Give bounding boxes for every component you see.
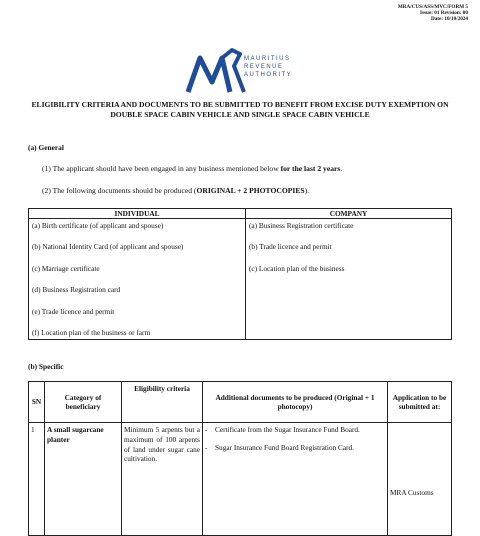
- row-doc-2: Sugar Insurance Fund Board Registration Card.: [215, 442, 355, 452]
- general-point-1-bold: for the last 2 years: [280, 164, 341, 173]
- section-general-heading: (a) General: [28, 143, 64, 152]
- company-header: COMPANY: [246, 209, 452, 219]
- general-point-2-bold: ORIGINAL + 2 PHOTOCOPIES: [196, 186, 305, 195]
- issue-revision: Issue: 01 Revision: 00: [420, 10, 468, 17]
- document-title: ELIGIBILITY CRITERIA AND DOCUMENTS TO BE SUBMITTED TO BENEFIT FROM EXCISE DUTY EXEMPTION ON DOUBLE SPACE CABIN VEHICLE AND SINGLE SPACE CABIN VEHICLE: [31, 100, 449, 120]
- row-application: MRA Customs: [388, 423, 452, 536]
- mra-logo: [186, 46, 296, 94]
- individual-documents: [29, 219, 246, 340]
- specific-criteria-table: [28, 381, 452, 536]
- application-header: Application to be submitted at:: [388, 382, 452, 423]
- row-category: A small sugarcane planter: [45, 423, 122, 536]
- company-documents: [246, 219, 452, 340]
- individual-doc-f: (f) Location plan of the business or farm: [32, 327, 151, 337]
- form-number: MRA/CUS/ASS/MVC/FORM 5: [397, 4, 468, 10]
- individual-doc-c: (c) Marriage certificate: [32, 263, 100, 273]
- individual-doc-e: (e) Trade licence and permit: [32, 306, 115, 316]
- general-point-2-text: (2) The following documents should be produced (: [42, 186, 197, 195]
- individual-doc-a: (a) Birth certificate (of applicant and spouse): [32, 221, 164, 230]
- general-point-1: [42, 164, 342, 173]
- general-point-2-end: ).: [304, 186, 310, 195]
- company-doc-b: (b) Trade licence and permit: [249, 242, 332, 252]
- documents-header: Additional documents to be produced (Original + 1 photocopy): [203, 382, 388, 423]
- logo-line-2: REVENUE: [244, 64, 284, 70]
- list-item: - Certificate from the Sugar Insurance Fund Board.: [205, 425, 360, 434]
- individual-doc-d: (d) Business Registration card: [32, 285, 121, 295]
- general-point-1-text: (1) The applicant should have been engaged in any business mentioned below: [42, 164, 281, 173]
- table-row: [29, 423, 452, 536]
- general-point-2: [42, 186, 309, 195]
- company-doc-c: (c) Location plan of the business: [249, 263, 345, 273]
- sn-header: SN: [29, 382, 45, 423]
- row-documents: [203, 423, 388, 536]
- criteria-header: Eligibility criteria: [122, 382, 203, 423]
- logo-line-1: MAURITIUS: [244, 56, 291, 62]
- section-specific-heading: (b) Specific: [28, 362, 64, 371]
- logo-line-3: AUTHORITY: [244, 72, 293, 78]
- individual-doc-b: (b) National Identity Card (of applicant and spouse): [32, 242, 184, 252]
- category-header: Category of beneficiary: [45, 382, 122, 423]
- row-sn: 1: [29, 423, 45, 536]
- general-point-1-end: .: [340, 164, 343, 173]
- row-criteria: Minimum 5 arpents but a maximum of 100 arpents of land under sugar cane cultivation.: [122, 423, 203, 536]
- form-date: Date: 10/10/2024: [430, 16, 468, 23]
- row-doc-1: Certificate from the Sugar Insurance Fund Board.: [215, 425, 360, 434]
- company-doc-a: (a) Business Registration certificate: [249, 221, 354, 230]
- individual-header: INDIVIDUAL: [29, 209, 246, 219]
- list-item: - Sugar Insurance Fund Board Registration Card.: [205, 442, 355, 452]
- form-reference: [398, 4, 468, 23]
- documents-table: [28, 208, 452, 340]
